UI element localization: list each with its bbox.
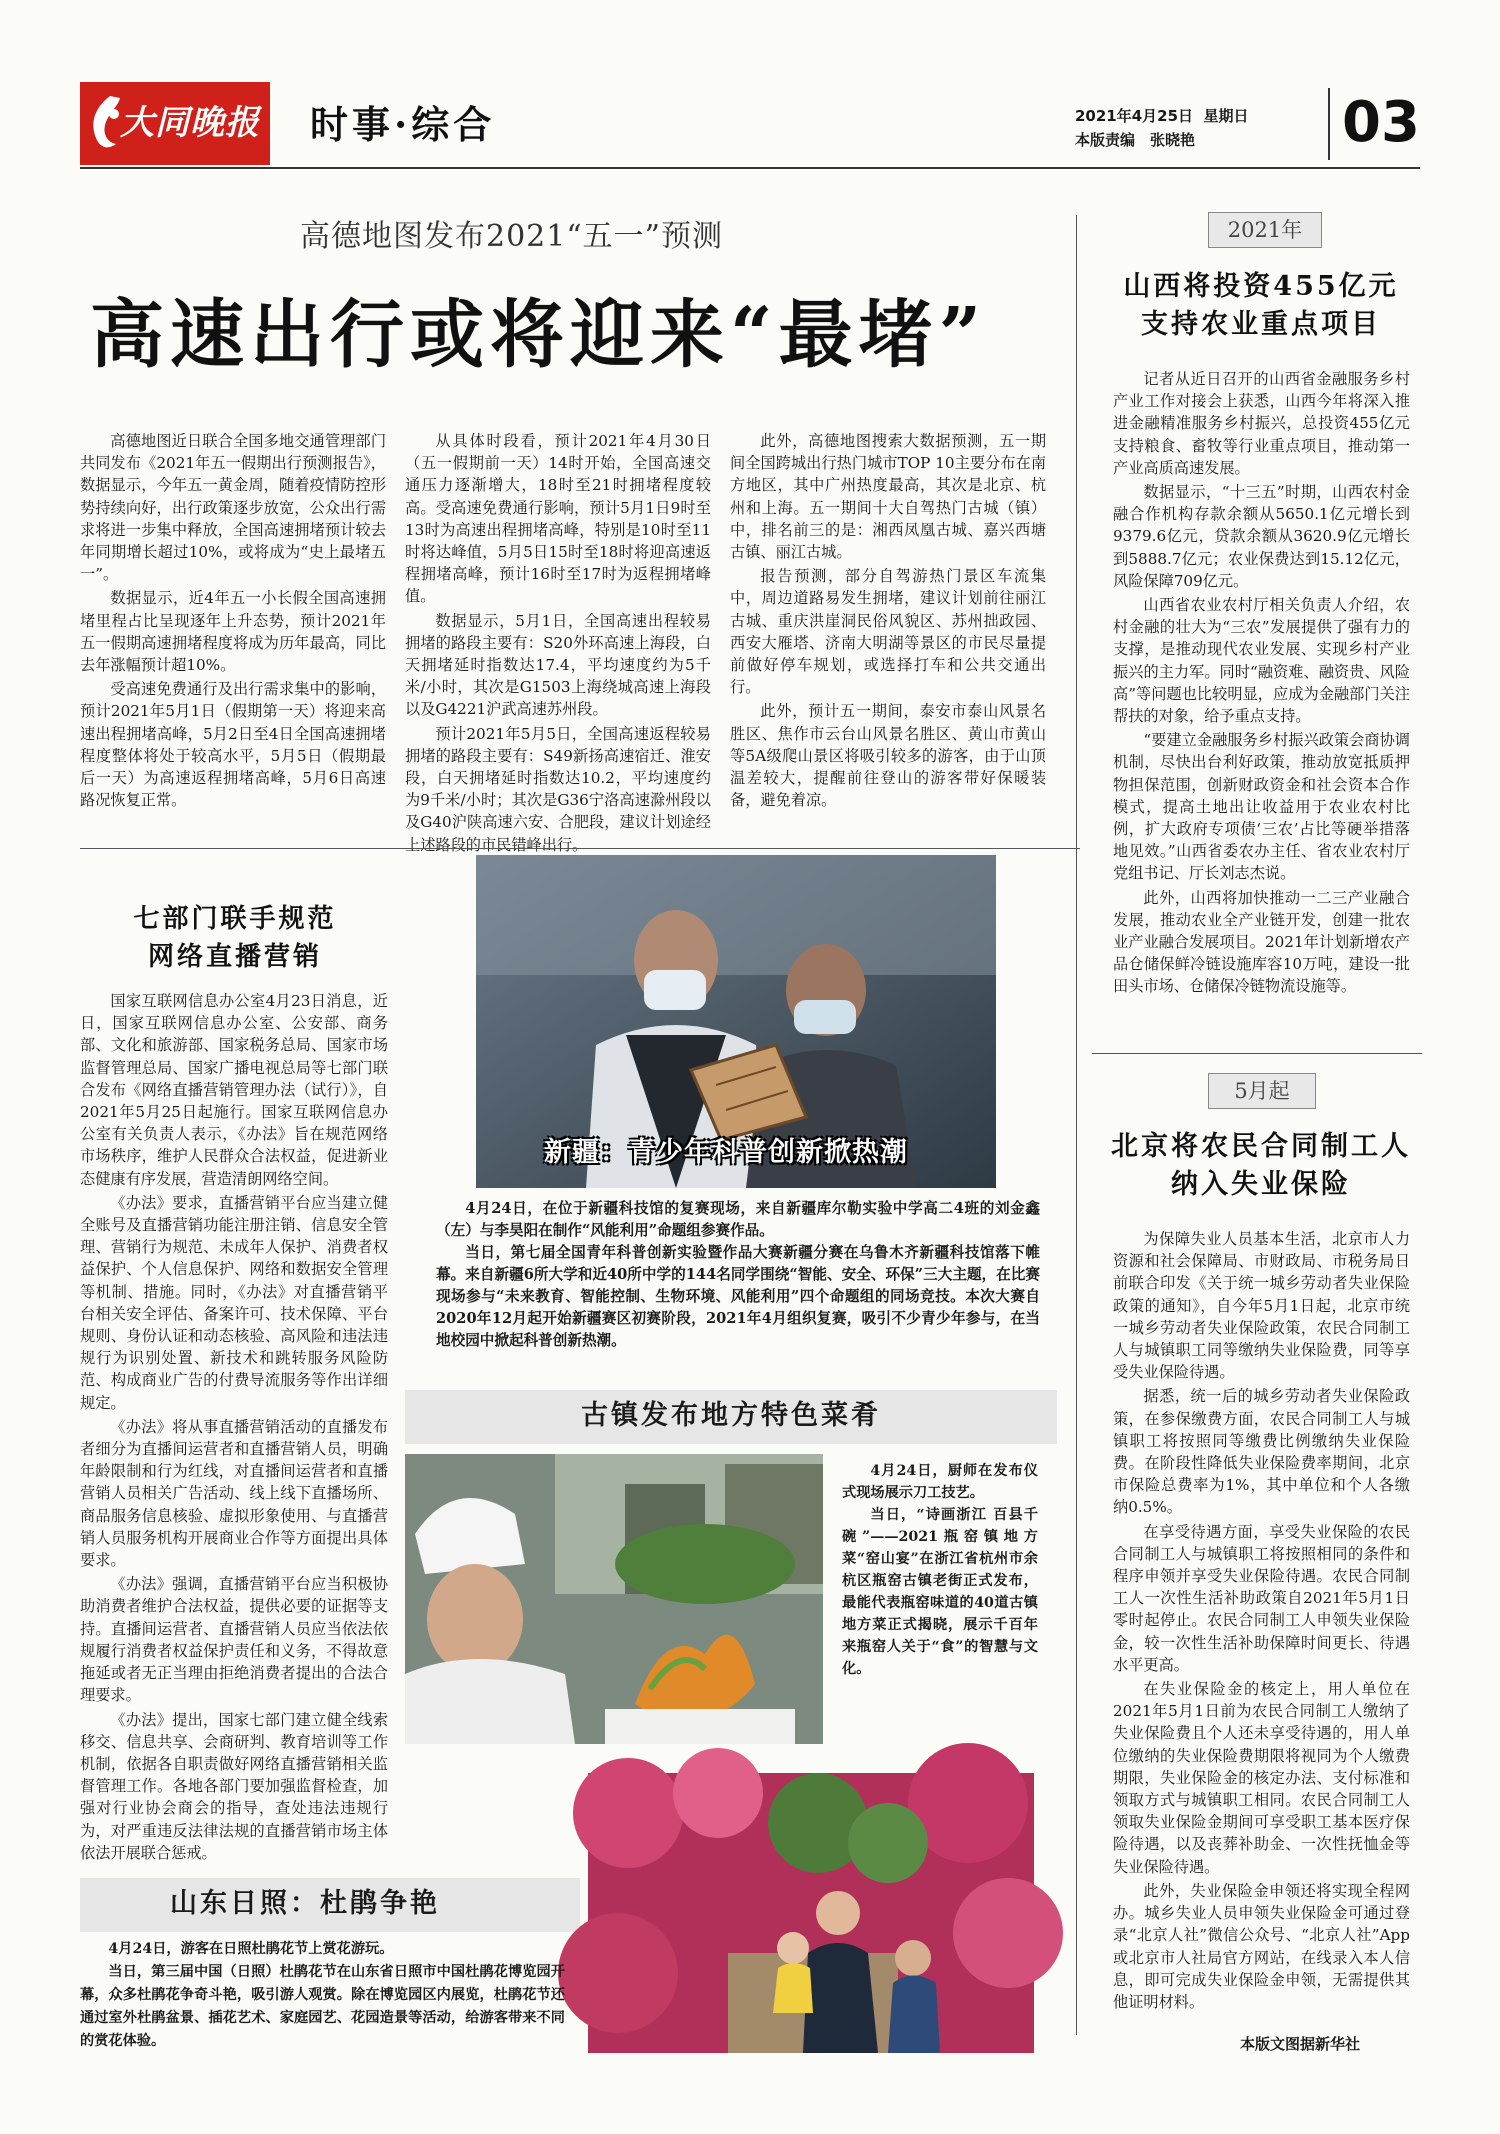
page-editor: 本版责编 张晓艳 bbox=[1075, 131, 1196, 149]
photo-credit: 本版文图据新华社 bbox=[1240, 2035, 1361, 2053]
rizhao-headline-box bbox=[80, 1878, 580, 1932]
lead-paragraph: 数据显示，近4年五一小长假全国高速拥堵里程占比呈现逐年上升态势，预计2021年五一假期高速拥堵程度将成为历年最高，同比去年涨幅预计超10%。 bbox=[80, 589, 386, 675]
xinjiang-caption-paragraph: 当日，第七届全国青年科普创新实验暨作品大赛新疆分赛在乌鲁木齐新疆科技馆落下帷幕。来自新疆6所大学和近40所中学的144名同学围绕“智能、安全、环保”三大主题，在比赛现场参与“未来教育、智能控制、生物环境、风能利用”四个命题组的同场竞技。本次大赛自2020年12月起开始新疆赛区初赛阶段，2021年4月组织复赛，吸引不少青少年参与，在当地校园中掀起科普创新热潮。 bbox=[436, 1244, 1040, 1349]
beijing-paragraph: 在失业保险金的核定上，用人单位在2021年5月1日前为农民合同制工人缴纳了失业保险费且个人还未享受待遇的，用人单位缴纳的失业保险费期限将视同为个人缴费期限，失业保险金的核定办法、支付标准和领取方式与城镇职工相同。农民合同制工人领取失业保险金期间可享受职工基本医疗保险待遇，以及丧葬补助金、一次性抚恤金等失业保险待遇。 bbox=[1113, 1680, 1410, 1876]
livestream-paragraph: 《办法》强调，直播营销平台应当积极协助消费者维护合法权益，提供必要的证据等支持。直播间运营者、直播营销人员应当依法依规履行消费者权益保护责任和义务，不得故意拖延或者无正当理由拒绝消费者提出的合法合理要求。 bbox=[80, 1575, 388, 1705]
lead-paragraph: 从具体时段看，预计2021年4月30日（五一假期前一天）14时开始，全国高速交通压力逐渐增大，18时至21时拥堵程度较高。受高速免费通行影响，预计5月1日9时至13时为高速出程拥堵高峰，特别是10时至11时将达峰值，5月5日15时至18时将迎高速返程拥堵高峰，预计16时至17时为返程拥堵峰值。 bbox=[405, 432, 711, 606]
lead-kicker: 高德地图发布2021“五一”预测 bbox=[300, 219, 724, 254]
beijing-paragraph: 据悉，统一后的城乡劳动者失业保险政策，在参保缴费方面，农民合同制工人与城镇职工将按照同等缴费比例缴纳失业保险费。在阶段性降低失业保险费率期间，北京市保险总费率为1%，其中单位和个人各缴纳0.5%。 bbox=[1113, 1387, 1410, 1517]
lead-paragraph: 此外，预计五一期间，泰安市泰山风景名胜区、焦作市云台山风景名胜区、黄山市黄山等5A级爬山景区将吸引较多的游客，由于山顶温差较大，提醒前往登山的游客带好保暖装备，避免着凉。 bbox=[730, 702, 1046, 810]
lead-column-2 bbox=[405, 430, 711, 854]
beijing-paragraph: 在享受待遇方面，享受失业保险的农民合同制工人与城镇职工将按照相同的条件和程序申领并享受失业保险待遇。农民合同制工人一次性生活补助政策自2021年5月1日零时起停止。农民合同制工人申领失业保险金，较一次性生活补助保障时间更长、待遇水平更高。 bbox=[1113, 1522, 1410, 1674]
shanxi-paragraph: 山西省农业农村厅相关负责人介绍，农村金融的壮大为“三农”发展提供了强有力的支撑，是推动现代农业发展、实现乡村产业振兴的主力军。同时“融资难、融资贵、风险高”等问题也比较明显，应成为金融部门关注帮扶的对象，给予重点支持。 bbox=[1113, 596, 1410, 726]
right-column-rule bbox=[1076, 215, 1077, 2035]
section-tag: 2021年 bbox=[1208, 212, 1322, 248]
town-caption-paragraph: 当日，“诗画浙江 百县千碗”——2021瓶窑镇地方菜“窑山宴”在浙江省杭州市余杭区瓶窑古镇老街正式发布，最能代表瓶窑味道的40道古镇地方菜正式揭晓，展示千百年来瓶窑人关于“食”的智慧与文化。 bbox=[842, 1507, 1038, 1677]
section-title: 时事·综合 bbox=[310, 102, 496, 147]
livestream-paragraph: 国家互联网信息办公室4月23日消息，近日，国家互联网信息办公室、公安部、商务部、文化和旅游部、国家税务总局、国家市场监督管理总局、国家广播电视总局等七部门联合发布《网络直播营销管理办法（试行）》，自2021年5月25日起施行。国家互联网信息办公室有关负责人表示，《办法》旨在规范网络市场秩序，维护人民群众合法权益，促进新业态健康有序发展，营造清朗网络空间。 bbox=[80, 992, 388, 1188]
shanxi-paragraph: 此外，山西将加快推动一二三产业融合发展，推动农业全产业链开发，创建一批农业产业融合发展项目。2021年计划新增农产品仓储保鲜冷链设施库容10万吨，建设一批田头市场、仓储保冷链物流设施等。 bbox=[1113, 888, 1410, 996]
logo-box bbox=[80, 82, 270, 165]
rizhao-caption bbox=[80, 1938, 565, 2053]
lead-paragraph: 高德地图近日联合全国多地交通管理部门共同发布《2021年五一假期出行预测报告》，数据显示，今年五一黄金周，随着疫情防控形势持续向好，出行政策逐步放宽，公众出行需求将进一步集中释放，全国高速拥堵预计较去年同期增长超过10%，或将成为“史上最堵五一”。 bbox=[80, 432, 386, 584]
livestream-paragraph: 《办法》将从事直播营销活动的直播发布者细分为直播间运营者和直播营销人员，明确年龄限制和行为红线，对直播间运营者和直播营销人员相关广告活动、线上线下直播场所、商品服务信息核验、虚拟形象使用、与直播营销人员服务机构开展商业合作等方面提出具体要求。 bbox=[80, 1417, 388, 1570]
rizhao-photo bbox=[588, 1773, 1034, 2053]
town-caption bbox=[842, 1460, 1038, 1680]
lead-paragraph: 数据显示，5月1日，全国高速出程较易拥堵的路段主要有：S20外环高速上海段，白天拥堵延时指数达17.4，平均速度约为5千米/小时，其次是G1503上海绕城高速上海段以及G4221沪武高速苏州段。 bbox=[405, 611, 711, 719]
lead-paragraph: 报告预测，部分自驾游热门景区车流集中，周边道路易发生拥堵，建议计划前往丽江古城、重庆洪崖洞民俗风貌区、苏州拙政园、西安大雁塔、济南大明湖等景区的市民尽量提前做好停车规划，或选择打车和公共交通出行。 bbox=[730, 567, 1046, 697]
town-photo bbox=[405, 1454, 823, 1744]
logo-mark-icon bbox=[88, 94, 122, 152]
lead-paragraph: 此外，高德地图搜索大数据预测，五一期间全国跨城出行热门城市TOP 10主要分布在南方地区，其中广州热度最高，其次是北京、杭州和上海。五一期间十大自驾热门古城（镇）中，排名前三的是：湘西凤凰古城、嘉兴西塘古镇、丽江古城。 bbox=[730, 432, 1046, 562]
town-headline-box bbox=[405, 1390, 1057, 1444]
logo-text: 大同晚报 bbox=[120, 103, 260, 143]
shanxi-paragraph: “要建立金融服务乡村振兴政策会商协调机制，尽快出台利好政策，推动放宽抵质押物担保范围，创新财政资金和社会资本合作模式，提高土地出让收益用于农业农村比例，扩大政府专项债‘三农’占比等硬举措落地见效。”山西省委农办主任、省农业农村厅党组书记、厅长刘志杰说。 bbox=[1113, 731, 1410, 883]
town-headline: 古镇发布地方特色菜肴 bbox=[581, 1400, 881, 1431]
masthead bbox=[80, 80, 1420, 168]
rizhao-caption-paragraph: 4月24日，游客在日照杜鹃花节上赏花游玩。 bbox=[108, 1941, 394, 1957]
livestream-paragraph: 《办法》提出，国家七部门建立健全线索移交、信息共享、会商研判、教育培训等工作机制，依据各自职责做好网络直播营销相关监督管理工作。各地各部门要加强监督检查，加强对行业协会商会的指导，查处违法违规行为，对严重违反法律法规的直播营销市场主体依法开展联合惩戒。 bbox=[80, 1710, 388, 1862]
lead-column-1 bbox=[80, 430, 386, 830]
livestream-paragraph: 《办法》要求，直播营销平台应当建立健全账号及直播营销功能注册注销、信息安全管理、营销行为规范、未成年人保护、消费者权益保护、个人信息保护、网络和数据安全管理等机制、措施。同时，《办法》对直播营销平台相关安全评估、备案许可、技术保障、平台规则、身份认证和动态核验、高风险和违法违规行为识别处置、新技术和跳转服务风险防范、构成商业广告的付费导流服务等作出详细规定。 bbox=[80, 1193, 388, 1412]
xinjiang-caption bbox=[436, 1198, 1040, 1352]
photo-overlay-caption: 新疆：青少年科普创新掀热潮 bbox=[544, 1137, 908, 1168]
masthead-divider bbox=[1328, 88, 1330, 160]
beijing-headline-2: 纳入失业保险 bbox=[1171, 1169, 1351, 1200]
livestream-body bbox=[80, 990, 388, 1862]
xinjiang-caption-paragraph: 4月24日，在位于新疆科技馆的复赛现场，来自新疆库尔勒实验中学高二4班的刘金鑫（左）与李昊阳在制作“风能利用”命题组参赛作品。 bbox=[436, 1200, 1040, 1239]
page-number: 03 bbox=[1342, 90, 1420, 155]
rizhao-caption-paragraph: 当日，第三届中国（日照）杜鹃花节在山东省日照市中国杜鹃花博览园开幕，众多杜鹃花争奇斗艳，吸引游人观赏。除在博览园区内展览，杜鹃花节还通过室外杜鹃盆景、插花艺术、家庭园艺、花园造景等活动，给游客带来不同的赏花体验。 bbox=[80, 1964, 565, 2049]
beijing-paragraph: 为保障失业人员基本生活，北京市人力资源和社会保障局、市财政局、市税务局日前联合印发《关于统一城乡劳动者失业保险政策的通知》，自今年5月1日起，北京市统一城乡劳动者失业保险政策，农民合同制工人与城镇职工同等缴纳失业保险费，同等享受失业保险待遇。 bbox=[1113, 1230, 1410, 1382]
beijing-headline-1: 北京将农民合同制工人 bbox=[1111, 1131, 1411, 1162]
masthead-rule bbox=[80, 167, 1420, 169]
rizhao-headline: 山东日照：杜鹃争艳 bbox=[170, 1888, 440, 1919]
issue-date: 2021年4月25日 星期日 bbox=[1075, 107, 1249, 125]
town-caption-paragraph: 4月24日，厨师在发布仪式现场展示刀工技艺。 bbox=[842, 1463, 1038, 1501]
shanxi-paragraph: 记者从近日召开的山西省金融服务乡村产业工作对接会上获悉，山西今年将深入推进金融精准服务乡村振兴，总投资455亿元支持粮食、畜牧等行业重点项目，推动第一产业高质高速发展。 bbox=[1113, 370, 1410, 477]
lead-paragraph: 预计2021年5月5日，全国高速返程较易拥堵的路段主要有：S49新扬高速宿迁、淮安段，白天拥堵延时指数达10.2，平均速度约为9千米/小时；其次是G36宁洛高速滁州段以及G40沪陕高速六安、合肥段，建议计划途经上述路段的市民错峰出行。 bbox=[405, 724, 711, 854]
livestream-headline-1: 七部门联手规范 bbox=[133, 904, 337, 934]
section-tag: 5月起 bbox=[1208, 1073, 1316, 1109]
beijing-paragraph: 此外，失业保险金申领还将实现全程网办。城乡失业人员申领失业保险金可通过登录“北京人社”微信公众号、“北京人社”App或北京市人社局官方网站，在线录入本人信息，即可完成失业保险金申领，无需提供其他证明材料。 bbox=[1113, 1881, 1410, 2011]
shanxi-headline-1: 山西将投资455亿元 bbox=[1123, 271, 1399, 302]
shanxi-paragraph: 数据显示，“十三五”时期，山西农村金融合作机构存款余额从5650.1亿元增长到9379.6亿元，贷款余额从3620.9亿元增长到5888.7亿元；农业保费达到15.12亿元，风险保障709亿元。 bbox=[1113, 483, 1410, 590]
lead-headline: 高速出行或将迎来“最堵” bbox=[90, 292, 988, 378]
lead-bottom-rule bbox=[80, 848, 1080, 849]
xinjiang-photo bbox=[476, 855, 996, 1188]
livestream-headline-2: 网络直播营销 bbox=[147, 942, 322, 972]
shanxi-body bbox=[1113, 368, 1410, 1028]
right-divider bbox=[1092, 1053, 1422, 1054]
beijing-body bbox=[1113, 1228, 1410, 2028]
shanxi-headline-2: 支持农业重点项目 bbox=[1141, 309, 1381, 340]
lead-paragraph: 受高速免费通行及出行需求集中的影响，预计2021年5月1日（假期第一天）将迎来高速出程拥堵高峰，5月2日至4日全国高速拥堵程度整体将处于较高水平，5月5日（假期最后一天）为高速返程拥堵高峰，5月6日高速路况恢复正常。 bbox=[80, 680, 386, 810]
lead-column-3 bbox=[730, 430, 1046, 830]
